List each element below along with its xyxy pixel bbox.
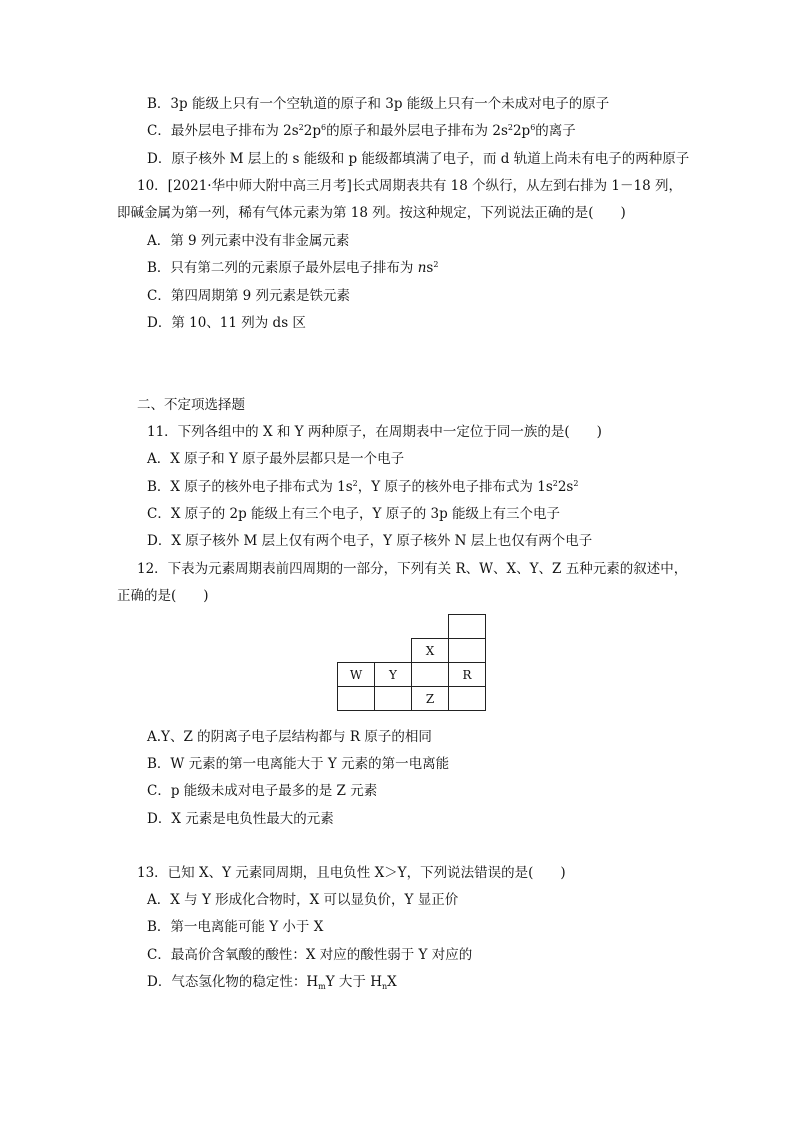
section-heading: 二、不定项选择题 — [137, 397, 245, 413]
q9-option-b: B．3p 能级上只有一个空轨道的原子和 3p 能级上只有一个未成对电子的原子 — [147, 96, 610, 112]
q9-option-d: D．原子核外 M 层上的 s 能级和 p 能级都填满了电子，而 d 轨道上尚未有电子的两种原子 — [147, 151, 690, 167]
q12-option-c: C．p 能级未成对电子最多的是 Z 元素 — [147, 783, 378, 799]
q13-option-c: C．最高价含氧酸的酸性：X 对应的酸性弱于 Y 对应的 — [147, 947, 473, 963]
q13-option-a: A．X 与 Y 形成化合物时，X 可以显负价，Y 显正价 — [147, 892, 459, 908]
periodic-table-fragment — [337, 614, 486, 711]
q10-option-a: A．第 9 列元素中没有非金属元素 — [147, 233, 350, 249]
table-row — [338, 687, 486, 711]
table-cell: Y — [375, 663, 412, 687]
q13-option-d: D．气态氢化物的稳定性：$H_mY$ 大于 $H_nX$ — [147, 974, 397, 991]
table-row — [338, 663, 486, 687]
table-cell — [412, 615, 449, 639]
table-cell: X — [412, 639, 449, 663]
q11-stem: 11．下列各组中的 X 和 Y 两种原子，在周期表中一定位于同一族的是( ) — [147, 424, 602, 440]
q11-option-d: D．X 原子核外 M 层上仅有两个电子，Y 原子核外 N 层上也仅有两个电子 — [147, 533, 593, 549]
table-cell: W — [338, 663, 375, 687]
table-cell — [338, 639, 375, 663]
table-cell — [449, 615, 486, 639]
q12-stem-line2: 正确的是( ) — [117, 588, 209, 604]
q11-option-a: A．X 原子和 Y 原子最外层都只是一个电子 — [147, 451, 405, 467]
table-row — [338, 615, 486, 639]
q12-option-d: D．X 元素是电负性最大的元素 — [147, 811, 334, 827]
q12-option-a: A.Y、Z 的阴离子电子层结构都与 R 原子的相同 — [147, 729, 432, 745]
table-cell — [412, 663, 449, 687]
q11-option-c: C．X 原子的 2p 能级上有三个电子，Y 原子的 3p 能级上有三个电子 — [147, 506, 561, 522]
table-cell — [449, 639, 486, 663]
table-cell — [375, 687, 412, 711]
table-cell — [449, 687, 486, 711]
q11-option-b: B．X 原子的核外电子排布式为 $1s^2$，Y 原子的核外电子排布式为 $1s^22s^2$ — [147, 479, 579, 495]
q13-stem: 13．已知 X、Y 元素同周期，且电负性 X＞Y，下列说法错误的是( ) — [137, 865, 566, 881]
table-cell — [375, 639, 412, 663]
table-cell: R — [449, 663, 486, 687]
table-cell — [338, 687, 375, 711]
table-cell — [375, 615, 412, 639]
table-cell: Z — [412, 687, 449, 711]
q10-option-d: D．第 10、11 列为 ds 区 — [147, 315, 306, 331]
q10-stem-line2: 即碱金属为第一列，稀有气体元素为第 18 列。按这种规定，下列说法正确的是( ) — [117, 205, 626, 221]
table-row — [338, 639, 486, 663]
q12-option-b: B．W 元素的第一电离能大于 Y 元素的第一电离能 — [147, 756, 450, 772]
q12-stem-line1: 12．下表为元素周期表前四周期的一部分，下列有关 R、W、X、Y、Z 五种元素的叙述中， — [137, 561, 688, 577]
q10-stem-line1: 10．[2021·华中师大附中高三月考]长式周期表共有 18 个纵行，从左到右排为 1－18 列， — [137, 178, 682, 194]
q10-option-c: C．第四周期第 9 列元素是铁元素 — [147, 288, 351, 304]
table-cell — [338, 615, 375, 639]
q13-option-b: B．第一电离能可能 Y 小于 X — [147, 919, 324, 935]
q10-option-b: B．只有第二列的元素原子最外层电子排布为 $ns^2$ — [147, 260, 439, 276]
q9-option-c: C．最外层电子排布为 $2s^22p^6$的原子和最外层电子排布为 $2s^22p^6$的离子 — [147, 123, 576, 139]
